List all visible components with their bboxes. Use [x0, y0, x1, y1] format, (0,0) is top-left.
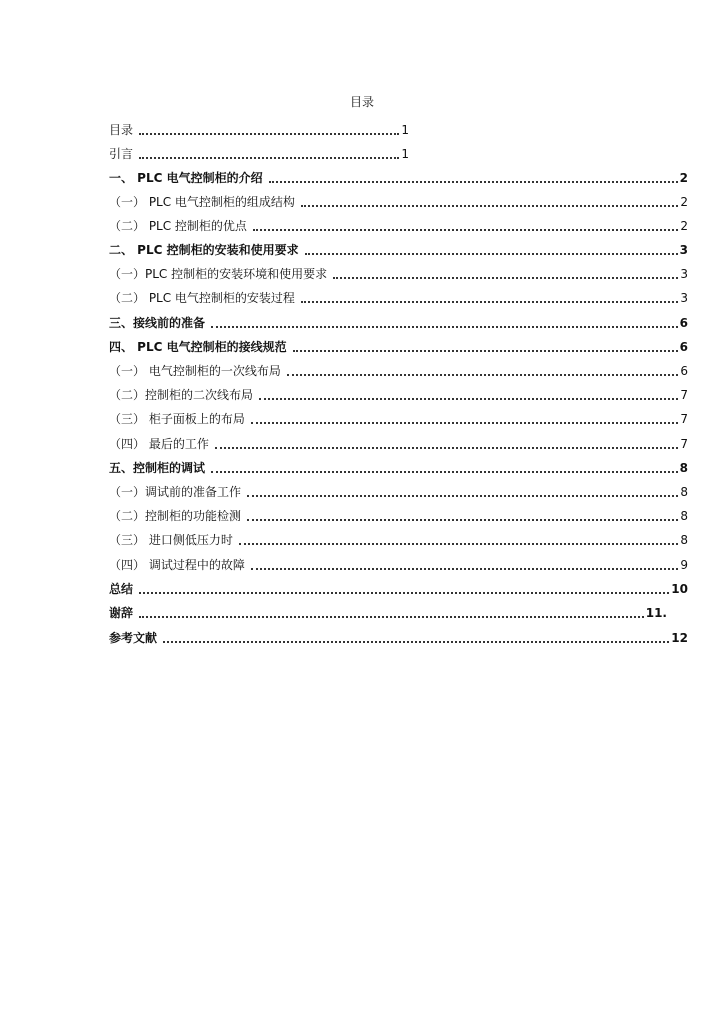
toc-entry-page: 1 — [401, 147, 409, 161]
toc-entry — [109, 192, 688, 210]
toc-entry — [109, 216, 688, 234]
toc-dot-leader — [247, 495, 678, 497]
toc-dot-leader — [301, 205, 678, 207]
toc-entry-page: 6 — [679, 340, 688, 354]
toc-entry-label: （二）控制柜的功能检测 — [109, 509, 242, 523]
toc-entry — [109, 337, 688, 355]
toc-entry-label: （一）PLC 控制柜的安装环境和使用要求 — [109, 267, 328, 281]
toc-entry-label: 目录 — [109, 123, 134, 137]
toc-entry — [109, 506, 688, 524]
toc-entry — [109, 385, 688, 403]
toc-dot-leader — [211, 326, 678, 328]
toc-dot-leader — [139, 157, 399, 159]
toc-entry — [109, 458, 688, 476]
toc-dot-leader — [253, 229, 678, 231]
toc-entry — [109, 313, 688, 331]
toc-entry-page: 12 — [671, 631, 688, 645]
toc-dot-leader — [247, 519, 678, 521]
toc-entry — [109, 409, 688, 427]
toc-entry-label: 总结 — [109, 582, 134, 596]
toc-entry-page: 8 — [679, 461, 688, 475]
toc-entry-label: 三、接线前的准备 — [109, 316, 206, 330]
toc-entry-page: 2 — [680, 219, 688, 233]
toc-entry-page: 8 — [680, 509, 688, 523]
toc-entry-label: （四） 调试过程中的故障 — [109, 558, 245, 572]
toc-entry — [109, 434, 688, 452]
toc-entry-label: 谢辞 — [109, 606, 134, 620]
toc-entry — [109, 144, 409, 162]
toc-entry — [109, 530, 688, 548]
toc-entry-label: 五、控制柜的调试 — [109, 461, 206, 475]
toc-entry-page: 6 — [679, 316, 688, 330]
toc-entry-label: （四） 最后的工作 — [109, 437, 209, 451]
toc-dot-leader — [163, 641, 669, 643]
toc-dot-leader — [139, 592, 669, 594]
toc-dot-leader — [251, 568, 679, 570]
toc-entry — [109, 555, 688, 573]
toc-entry-page: 11. — [645, 606, 667, 620]
toc-entry-label: （二） PLC 控制柜的优点 — [109, 219, 247, 233]
toc-dot-leader — [333, 277, 678, 279]
toc-entry-label: （三） 进口侧低压力时 — [109, 533, 233, 547]
toc-entry-page: 8 — [680, 533, 688, 547]
toc-entry-page: 3 — [680, 267, 688, 281]
toc-entry-label: 一、 PLC 电气控制柜的介绍 — [109, 171, 263, 185]
toc-entry-page: 1 — [401, 123, 409, 137]
toc-entry-label: 引言 — [109, 147, 134, 161]
toc-dot-leader — [215, 447, 679, 449]
toc-dot-leader — [139, 616, 644, 618]
toc-dot-leader — [139, 133, 399, 135]
toc-entry — [109, 628, 688, 646]
toc-dot-leader — [305, 253, 678, 255]
toc-dot-leader — [211, 471, 678, 473]
toc-entry-page: 9 — [680, 558, 688, 572]
toc-entry — [109, 240, 688, 258]
toc-entry-page: 7 — [680, 437, 688, 451]
toc-entry-page: 10 — [671, 582, 688, 596]
toc-dot-leader — [293, 350, 678, 352]
toc-entry — [109, 264, 688, 282]
toc-dot-leader — [301, 301, 678, 303]
toc-entry — [109, 579, 688, 597]
toc-entry-label: 四、 PLC 电气控制柜的接线规范 — [109, 340, 287, 354]
toc-entry-page: 3 — [680, 291, 688, 305]
toc-entry-page: 2 — [680, 195, 688, 209]
toc-entry — [109, 482, 688, 500]
toc-entry-label: （一） 电气控制柜的一次线布局 — [109, 364, 281, 378]
toc-entry-page: 7 — [680, 388, 688, 402]
toc-title: 目录 — [349, 95, 374, 109]
toc-entry — [109, 288, 688, 306]
toc-entry-page: 3 — [679, 243, 688, 257]
toc-entry-page: 7 — [680, 412, 688, 426]
toc-entry-label: 参考文献 — [109, 631, 158, 645]
toc-entry-label: （三） 柜子面板上的布局 — [109, 412, 245, 426]
toc-entry-label: （二） PLC 电气控制柜的安装过程 — [109, 291, 295, 305]
toc-entry — [109, 603, 667, 621]
toc-entry — [109, 120, 409, 138]
toc-entry-page: 6 — [680, 364, 688, 378]
toc-dot-leader — [239, 543, 679, 545]
toc-entry-label: （二）控制柜的二次线布局 — [109, 388, 254, 402]
toc-entry — [109, 361, 688, 379]
toc-entry — [109, 168, 688, 186]
toc-dot-leader — [287, 374, 679, 376]
toc-dot-leader — [269, 181, 678, 183]
toc-entry-page: 2 — [679, 171, 688, 185]
toc-entry-label: （一）调试前的准备工作 — [109, 485, 242, 499]
toc-entry-page: 8 — [680, 485, 688, 499]
toc-entry-label: （一） PLC 电气控制柜的组成结构 — [109, 195, 295, 209]
toc-dot-leader — [259, 398, 678, 400]
toc-dot-leader — [251, 422, 679, 424]
toc-entry-label: 二、 PLC 控制柜的安装和使用要求 — [109, 243, 299, 257]
